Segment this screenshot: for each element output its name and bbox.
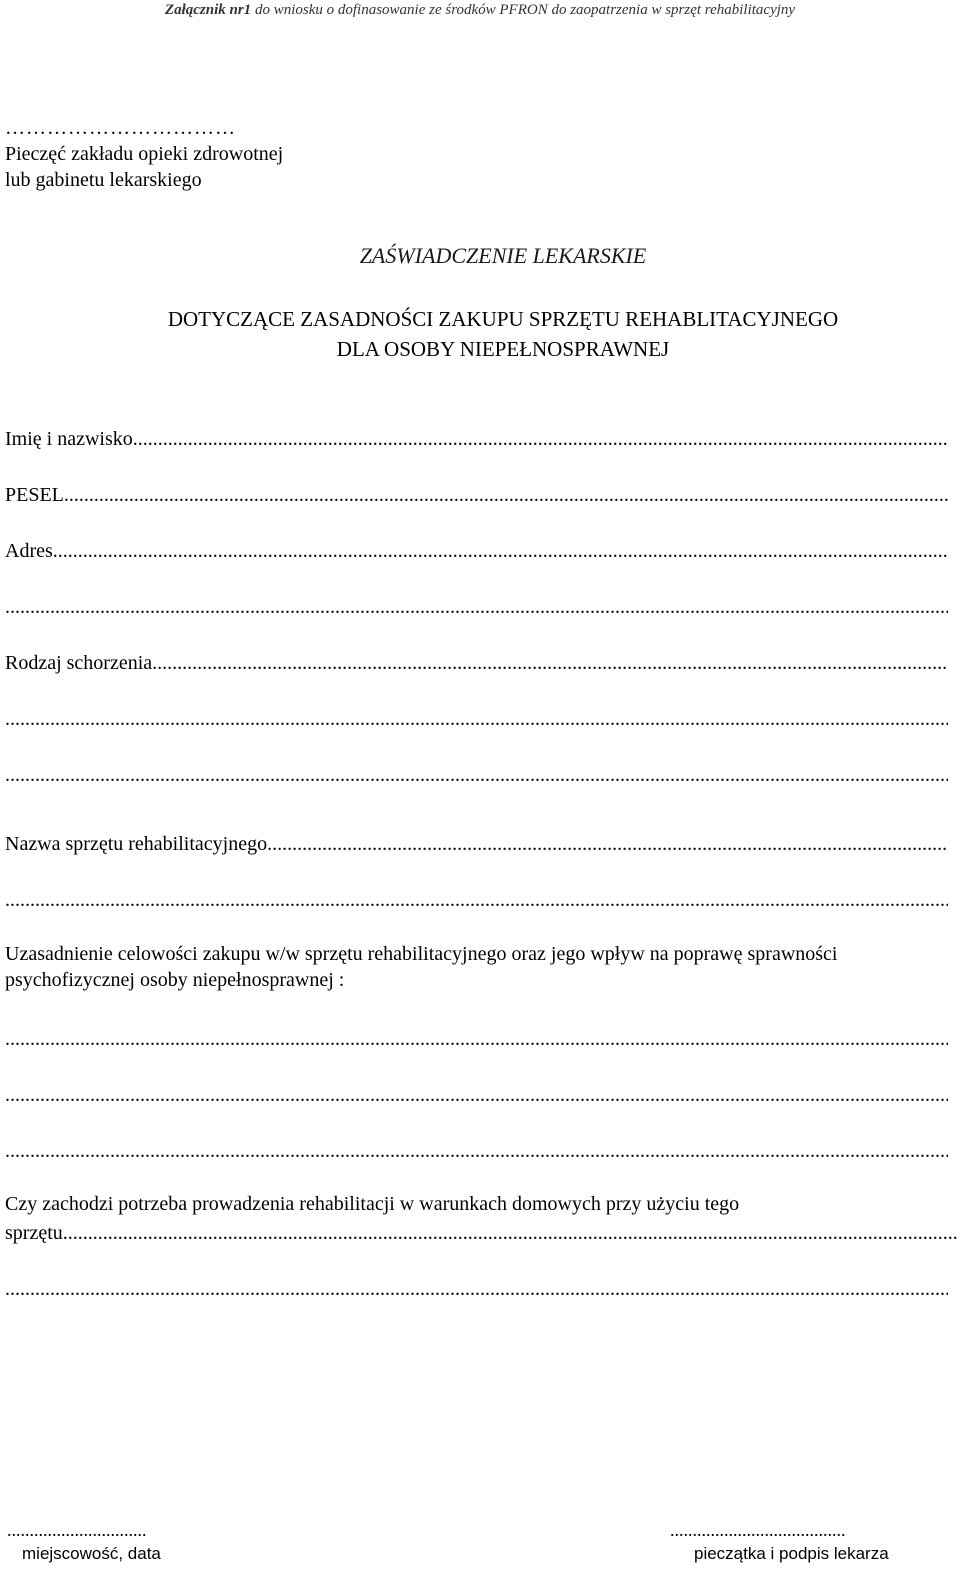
- field-disease-dots: [152, 651, 948, 675]
- stamp-dots: ……………………………: [5, 117, 236, 139]
- justification-line-1-dots: [5, 1027, 948, 1051]
- stamp-label-line1: Pieczęć zakładu opieki zdrowotnej: [5, 143, 284, 165]
- doctor-signature-dots[interactable]: .......................................: [670, 1520, 846, 1540]
- field-name[interactable]: [5, 427, 948, 451]
- justification-line-3-dots: [5, 1139, 948, 1163]
- field-equipment-dots: [267, 832, 948, 856]
- justification-text: Uzasadnienie celowości zakupu w/w sprzętu rehabilitacyjnego oraz jego wpływ na poprawę sprawności psychofizycznej osoby niepełnosprawnej :: [5, 943, 838, 991]
- attachment-number: Załącznik nr1: [164, 2, 252, 18]
- field-pesel-label: PESEL: [5, 484, 64, 506]
- field-address-continuation[interactable]: [5, 595, 948, 619]
- home-rehab-question-line2: sprzętu: [5, 1222, 63, 1244]
- field-address-continuation-dots: [5, 595, 948, 619]
- home-rehab-answer-dots: [63, 1221, 957, 1245]
- justification-line-3[interactable]: [5, 1139, 948, 1163]
- place-date-label: miejscowość, data: [22, 1544, 161, 1563]
- stamp-label-line2: lub gabinetu lekarskiego: [5, 169, 202, 191]
- doctor-signature-label: pieczątka i podpis lekarza: [694, 1544, 889, 1563]
- field-equipment-continuation[interactable]: [5, 888, 948, 912]
- justification-line-2-dots: [5, 1083, 948, 1107]
- field-address-dots: [53, 539, 948, 563]
- field-disease-continuation-1-dots: [5, 707, 948, 731]
- field-name-dots: [133, 427, 948, 451]
- justification-line-1[interactable]: [5, 1027, 948, 1051]
- field-equipment[interactable]: [5, 832, 948, 856]
- home-rehab-answer-continuation-dots: [5, 1277, 948, 1301]
- field-disease-label: Rodzaj schorzenia: [5, 652, 153, 674]
- home-rehab-question-line1: Czy zachodzi potrzeba prowadzenia rehabilitacji w warunkach domowych przy użyciu tego: [5, 1193, 740, 1215]
- place-date-dots[interactable]: ...............................: [7, 1520, 147, 1540]
- field-disease-continuation-2[interactable]: [5, 763, 948, 787]
- field-pesel-dots: [64, 483, 948, 507]
- attachment-description: do wniosku o dofinasowanie ze środków PFRON do zaopatrzenia w sprzęt rehabilitacyjny: [251, 2, 796, 18]
- field-equipment-label: Nazwa sprzętu rehabilitacyjnego: [5, 833, 268, 855]
- field-disease-continuation-2-dots: [5, 763, 948, 787]
- document-title: ZAŚWIADCZENIE LEKARSKIE: [359, 243, 647, 268]
- document-subtitle-line2: DLA OSOBY NIEPEŁNOSPRAWNEJ: [336, 337, 670, 361]
- field-disease-continuation-1[interactable]: [5, 707, 948, 731]
- document-subtitle-line1: DOTYCZĄCE ZASADNOŚCI ZAKUPU SPRZĘTU REHABLITACYJNEGO: [167, 307, 839, 331]
- home-rehab-answer-continuation[interactable]: [5, 1277, 948, 1301]
- home-rehab-answer[interactable]: [5, 1221, 957, 1245]
- justification-line-2[interactable]: [5, 1083, 948, 1107]
- attachment-header: [0, 2, 960, 19]
- field-address-label: Adres: [5, 540, 53, 562]
- field-pesel[interactable]: [5, 483, 948, 507]
- field-disease[interactable]: [5, 651, 948, 675]
- field-name-label: Imię i nazwisko: [5, 428, 133, 450]
- field-address[interactable]: [5, 539, 948, 563]
- field-equipment-continuation-dots: [5, 888, 948, 912]
